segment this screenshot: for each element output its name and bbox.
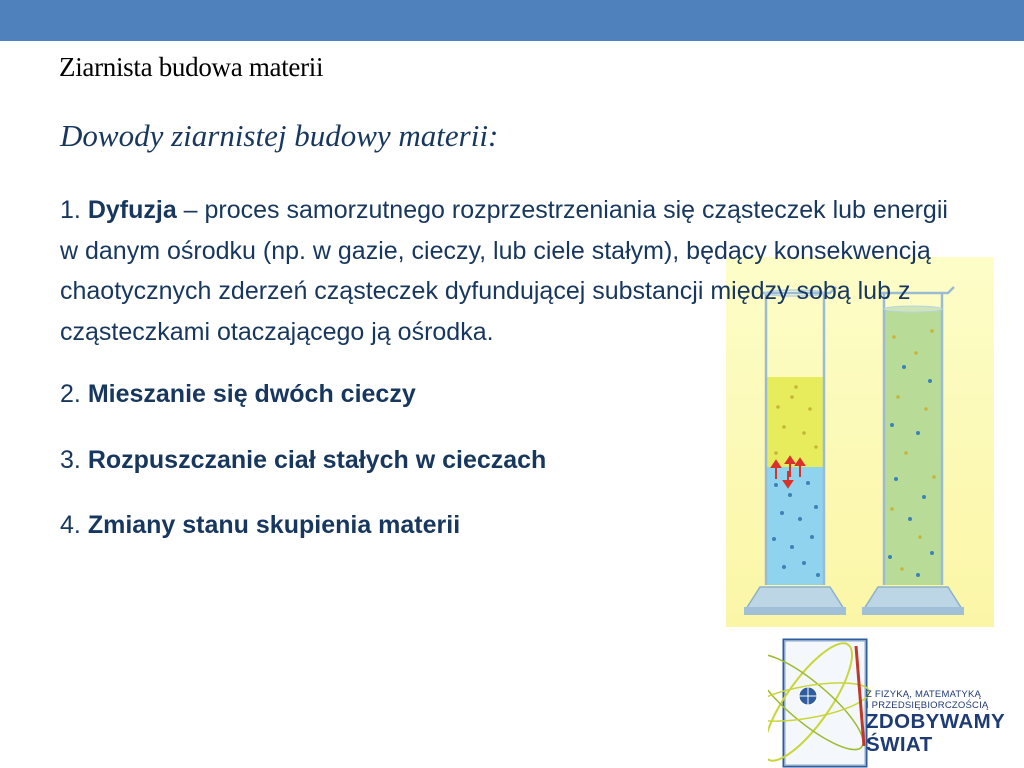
content-list — [60, 190, 960, 546]
list-item-dissolving — [60, 440, 960, 481]
logo-line2: I PRZEDSIĘBIORCZOŚCIĄ — [866, 700, 989, 711]
item-term: Dyfuzja — [87, 196, 177, 224]
logo-line1: Z FIZYKĄ, MATEMATYKĄ — [866, 689, 982, 700]
item-number: 3. — [60, 445, 81, 474]
top-bar — [0, 0, 1024, 41]
slide-subtitle: Dowody ziarnistej budowy materii: — [60, 118, 499, 153]
logo-line3: ZDOBYWAMY — [866, 710, 1006, 733]
item-number: 2. — [60, 380, 81, 408]
logo-line4: ŚWIAT — [866, 733, 933, 756]
item-term: Rozpuszczanie ciał stałych w cieczach — [87, 445, 547, 474]
item-number: 4. — [60, 511, 81, 539]
slide-title: Ziarnista budowa materii — [59, 52, 324, 82]
item-description: – proces samorzutnego rozprzestrzeniania się cząsteczek lub energii w danym ośrodku (np. w gazie, cieczy, lub ciele stałym), będący konsekwencją chaotycznych zderzeń cząsteczek dyfundującej substancji między sobą lub z cząsteczkami otaczającego ją ośrodka. — [60, 196, 948, 346]
item-number: 1. — [60, 196, 81, 224]
item-term: Mieszanie się dwóch cieczy — [87, 380, 416, 408]
list-item-mixing — [60, 374, 960, 415]
item-term: Zmiany stanu skupienia materii — [87, 511, 461, 539]
list-item-diffusion — [60, 190, 950, 352]
list-item-state-changes — [60, 505, 960, 546]
